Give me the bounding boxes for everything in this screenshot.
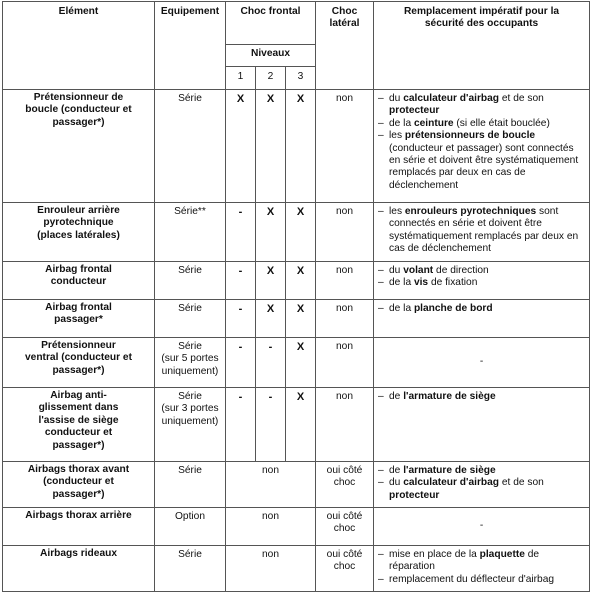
lateral-cell (316, 262, 374, 300)
rows.7.element-line: Airbags thorax arrière (25, 510, 132, 521)
equipement-cell (155, 508, 226, 546)
header-remplacement-line1: Remplacement impératif pour la (403, 6, 560, 17)
level-2-cell: - (256, 338, 286, 388)
bullet-dash: – (378, 303, 384, 314)
rows.1.element-line: pyrotechnique (43, 217, 114, 229)
header-choc-lateral-line1: Choc (331, 6, 358, 17)
header-level-2: 2 (256, 67, 286, 90)
table-row (3, 262, 590, 300)
equipement-cell (155, 338, 226, 388)
emphasis-text: planche de bord (413, 303, 493, 314)
table-body (3, 90, 590, 592)
rows.0.element-line: boucle (conducteur et (25, 104, 132, 116)
table-row (3, 462, 590, 508)
bullet-dash: – (378, 265, 384, 276)
element-cell (3, 338, 155, 388)
element-cell (3, 262, 155, 300)
remplacement-cell (374, 262, 590, 300)
lateral-cell (316, 462, 374, 508)
rows.5.element-line: glissement dans (38, 402, 119, 414)
bullet-dash: – (378, 93, 384, 104)
rows.1.element-line: Enrouleur arrière (37, 205, 120, 216)
bullet-dash: – (378, 477, 384, 489)
lateral-cell (316, 300, 374, 338)
rows.6.equipement-line: Série (178, 465, 202, 476)
header-choc-frontal: Choc frontal (226, 2, 316, 45)
bullet-dash: – (378, 465, 384, 476)
rows.3.element-line: Airbag frontal (45, 302, 112, 313)
level-2-cell: X (256, 262, 286, 300)
table-row (3, 388, 590, 462)
lateral-cell (316, 338, 374, 388)
rows.8.element-line: Airbags rideaux (40, 548, 117, 559)
item-text: de (389, 465, 404, 476)
level-1-cell: X (226, 90, 256, 203)
remplacement-list (374, 90, 589, 194)
emphasis-text: calculateur d'airbag (403, 477, 500, 489)
level-1-cell: - (226, 338, 256, 388)
header-remplacement (374, 2, 590, 90)
header-choc-lateral (316, 2, 374, 90)
equipement-cell (155, 546, 226, 592)
element-cell (3, 546, 155, 592)
bullet-dash: – (378, 277, 384, 289)
rows.6.element-line: Airbags thorax avant (27, 464, 130, 475)
item-text: les (389, 206, 405, 217)
emphasis-text: vis (413, 277, 429, 289)
header-niveaux: Niveaux (226, 45, 316, 67)
equipement-cell (155, 462, 226, 508)
table-row (3, 546, 590, 592)
level-2-cell: X (256, 90, 286, 203)
emphasis-text: l'armature de siège (403, 465, 496, 476)
emphasis-text: protecteur (389, 105, 440, 117)
rows.1.equipement-line: Série** (174, 206, 206, 217)
emphasis-text: ceinture (413, 117, 454, 129)
item-text: de réparation (389, 549, 540, 573)
rows.6.element-line: (conducteur et (43, 476, 114, 488)
table-row (3, 300, 590, 338)
level-1-cell: - (226, 203, 256, 262)
rows.0.lateral-line: non (336, 93, 354, 104)
rows.8.equipement-line: Série (178, 549, 202, 560)
header-remplacement-line2: sécurité des occupants (424, 18, 539, 30)
item-text: de (389, 391, 404, 402)
emphasis-text: calculateur d'airbag (403, 93, 500, 104)
remplacement-list (374, 262, 589, 292)
lateral-cell (316, 388, 374, 462)
remplacement-cell (374, 203, 590, 262)
equipement-cell (155, 300, 226, 338)
level-2-cell: X (256, 300, 286, 338)
header-equipement: Equipement (155, 2, 226, 90)
rows.2.lateral-line: non (336, 265, 354, 276)
equipement-cell (155, 203, 226, 262)
level-1-cell: - (226, 388, 256, 462)
element-cell (3, 203, 155, 262)
rows.4.element-line: ventral (conducteur et (25, 352, 132, 364)
frontal-cell: non (226, 462, 316, 508)
remplacement-item (378, 303, 585, 315)
remplacement-cell: - (374, 508, 590, 546)
level-1-cell: - (226, 262, 256, 300)
remplacement-cell (374, 462, 590, 508)
equipement-cell (155, 262, 226, 300)
remplacement-cell (374, 546, 590, 592)
rows.0.element-line: passager*) (52, 116, 105, 128)
frontal-cell: non (226, 546, 316, 592)
item-text: du (389, 265, 404, 276)
equipement-cell (155, 388, 226, 462)
airbag-replacement-table (2, 1, 590, 592)
item-text: de la (389, 117, 414, 129)
rows.6.lateral-line: choc (333, 477, 356, 489)
rows.4.element-line: Prétensionneur (41, 340, 116, 351)
element-cell (3, 388, 155, 462)
level-1-cell: - (226, 300, 256, 338)
item-text: (conducteur et passager) sont connectés en série et doivent être systématiquement remplacés par deux en cas de déclenchement (389, 142, 579, 191)
remplacement-item (378, 118, 585, 130)
remplacement-item (378, 391, 585, 403)
item-text: et de son (499, 93, 544, 104)
lateral-cell (316, 546, 374, 592)
rows.5.lateral-line: non (336, 391, 354, 402)
remplacement-item (378, 265, 585, 277)
item-text: les (389, 130, 405, 142)
header-level-3: 3 (286, 67, 316, 90)
item-text: (si elle était bouclée) (453, 117, 550, 129)
rows.1.lateral-line: non (336, 206, 354, 217)
table-row (3, 338, 590, 388)
rows.4.lateral-line: non (336, 341, 354, 352)
rows.1.element-line: (places latérales) (37, 229, 120, 241)
bullet-dash: – (378, 130, 384, 142)
rows.5.equipement-line: uniquement) (161, 415, 219, 427)
element-cell (3, 90, 155, 203)
rows.3.element-line: passager* (54, 314, 103, 326)
frontal-cell: non (226, 508, 316, 546)
rows.5.element-line: Airbag anti- (50, 390, 107, 401)
remplacement-item (378, 93, 585, 118)
element-cell (3, 300, 155, 338)
item-text: mise en place de la (389, 549, 480, 560)
remplacement-list (374, 462, 589, 504)
item-text: sont connectés en série et doivent être systématiquement remplacés par deux en cas de déclenchement (389, 206, 579, 255)
remplacement-list (374, 546, 589, 588)
emphasis-text: volant (403, 265, 434, 276)
lateral-cell (316, 203, 374, 262)
bullet-dash: – (378, 117, 384, 129)
emphasis-text: plaquette (479, 549, 525, 560)
item-text: de direction (433, 265, 489, 276)
remplacement-list (374, 203, 589, 258)
rows.4.equipement-line: (sur 5 portes (161, 353, 219, 365)
rows.3.lateral-line: non (336, 303, 354, 314)
rows.0.equipement-line: Série (178, 93, 202, 104)
rows.7.equipement-line: Option (174, 511, 205, 522)
rows.3.equipement-line: Série (178, 303, 202, 314)
emphasis-text: l'armature de siège (403, 391, 496, 402)
bullet-dash: – (378, 549, 384, 560)
rows.2.element-line: Airbag frontal (45, 264, 112, 275)
item-text: de la (389, 277, 414, 289)
item-text: de la (389, 303, 414, 314)
remplacement-item (378, 277, 585, 289)
element-cell (3, 508, 155, 546)
remplacement-item (378, 574, 585, 586)
bullet-dash: – (378, 206, 384, 217)
lateral-cell (316, 508, 374, 546)
remplacement-cell (374, 388, 590, 462)
remplacement-item (378, 130, 585, 192)
rows.4.equipement-line: Série (178, 341, 202, 352)
header-element: Elément (3, 2, 155, 90)
table-row (3, 90, 590, 203)
item-text: de fixation (428, 277, 478, 289)
table-row (3, 508, 590, 546)
bullet-dash: – (378, 391, 384, 402)
rows.5.equipement-line: Série (178, 391, 202, 402)
remplacement-cell (374, 300, 590, 338)
rows.5.element-line: conducteur et (44, 427, 113, 439)
rows.6.element-line: passager*) (52, 488, 105, 500)
remplacement-item (378, 549, 585, 574)
remplacement-list (374, 300, 589, 317)
level-3-cell: X (286, 388, 316, 462)
bullet-dash: – (378, 573, 384, 585)
level-2-cell: - (256, 388, 286, 462)
level-3-cell: X (286, 90, 316, 203)
item-text: remplacement du déflecteur d'airbag (389, 573, 555, 585)
rows.5.element-line: passager*) (52, 439, 105, 451)
rows.2.equipement-line: Série (178, 265, 202, 276)
emphasis-text: prétensionneurs de boucle (404, 130, 536, 142)
header-choc-lateral-line2: latéral (329, 18, 360, 30)
rows.8.lateral-line: choc (333, 561, 356, 573)
level-3-cell: X (286, 300, 316, 338)
rows.7.lateral-line: choc (333, 523, 356, 535)
level-3-cell: X (286, 203, 316, 262)
item-text: du (389, 477, 404, 489)
remplacement-item (378, 465, 585, 477)
rows.7.lateral-line: oui côté (326, 511, 363, 522)
remplacement-list (374, 388, 589, 405)
rows.2.element-line: conducteur (50, 276, 107, 288)
remplacement-cell (374, 90, 590, 203)
lateral-cell (316, 90, 374, 203)
remplacement-item (378, 477, 585, 502)
level-2-cell: X (256, 203, 286, 262)
rows.0.element-line: Prétensionneur de (33, 92, 124, 103)
header-level-1: 1 (226, 67, 256, 90)
rows.8.lateral-line: oui côté (326, 549, 363, 560)
rows.4.equipement-line: uniquement) (161, 365, 219, 377)
item-text: du (389, 93, 404, 104)
item-text: et de son (499, 477, 544, 489)
level-3-cell: X (286, 262, 316, 300)
element-cell (3, 462, 155, 508)
remplacement-cell: - (374, 338, 590, 388)
emphasis-text: protecteur (389, 489, 440, 501)
rows.6.lateral-line: oui côté (326, 465, 363, 476)
rows.5.element-line: l'assise de siège (38, 414, 119, 426)
rows.4.element-line: passager*) (52, 364, 105, 376)
table-row (3, 203, 590, 262)
equipement-cell (155, 90, 226, 203)
rows.5.equipement-line: (sur 3 portes (161, 403, 219, 415)
emphasis-text: enrouleurs pyrotechniques (404, 206, 537, 217)
remplacement-item (378, 206, 585, 256)
level-3-cell: X (286, 338, 316, 388)
